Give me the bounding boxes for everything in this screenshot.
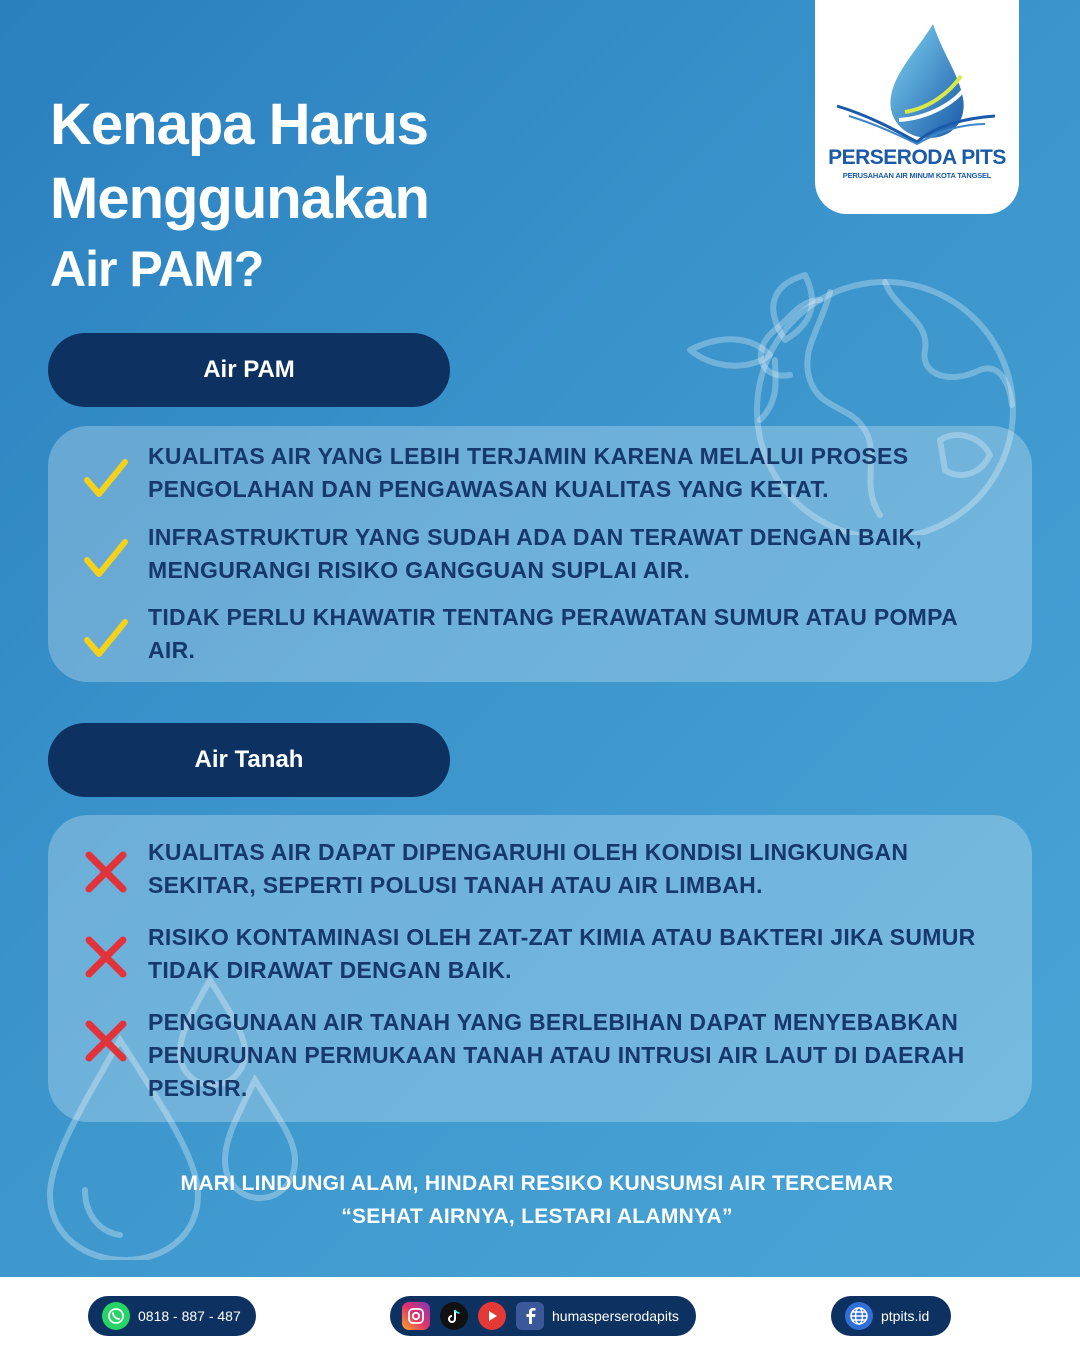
website-contact[interactable]: [831, 1296, 951, 1336]
phone-number: 0818 - 887 - 487: [138, 1308, 241, 1324]
tiktok-icon[interactable]: [440, 1302, 468, 1330]
social-handle: humasperserodapits: [552, 1308, 679, 1324]
facebook-icon[interactable]: [516, 1302, 544, 1330]
phone-contact[interactable]: [88, 1296, 256, 1336]
title-line-2: Menggunakan: [50, 166, 429, 231]
logo-subtitle: PERUSAHAAN AIR MINUM KOTA TANGSEL: [842, 171, 992, 180]
footer-message: MARI LINDUNGI ALAM, HINDARI RESIKO KUNSUMSI AIR TERCEMAR: [180, 1172, 894, 1195]
pam-point-3: TIDAK PERLU KHAWATIR TENTANG PERAWATAN SUMUR ATAU POMPA AIR.: [148, 604, 958, 663]
youtube-icon[interactable]: [478, 1302, 506, 1330]
whatsapp-icon: [102, 1302, 130, 1330]
website-url: ptpits.id: [881, 1308, 930, 1324]
page-title: [50, 88, 429, 302]
check-icon: [83, 536, 129, 582]
water-drop-logo-icon: [835, 20, 999, 146]
tanah-point-2: RISIKO KONTAMINASI OLEH ZAT-ZAT KIMIA ATAU BAKTERI JIKA SUMUR TIDAK DIRAWAT DENGAN BAIK.: [148, 924, 976, 983]
section-header-air-pam: Air PAM: [48, 333, 450, 407]
check-icon: [83, 456, 129, 502]
footer-tagline: “SEHAT AIRNYA, LESTARI ALAMNYA”: [341, 1205, 733, 1228]
air-pam-panel: [48, 426, 1032, 682]
pam-point-1: KUALITAS AIR YANG LEBIH TERJAMIN KARENA MELALUI PROSES PENGOLAHAN DAN PENGAWASAN KUALITAS YANG KETAT.: [148, 443, 909, 502]
check-icon: [83, 616, 129, 662]
air-tanah-panel: [48, 815, 1032, 1122]
pam-point-2: INFRASTRUKTUR YANG SUDAH ADA DAN TERAWAT DENGAN BAIK, MENGURANGI RISIKO GANGGUAN SUPLAI AIR.: [148, 524, 923, 583]
logo-card: [815, 0, 1019, 214]
instagram-icon[interactable]: [402, 1302, 430, 1330]
cross-icon: [83, 1018, 129, 1064]
cross-icon: [83, 849, 129, 895]
title-line-1: Kenapa Harus: [50, 92, 429, 157]
social-contact[interactable]: [390, 1296, 696, 1336]
logo-name: PERSERODA PITS: [828, 146, 1006, 169]
section-header-air-tanah: Air Tanah: [48, 723, 450, 797]
globe-icon: [845, 1302, 873, 1330]
cross-icon: [83, 934, 129, 980]
title-line-3: Air PAM?: [50, 241, 264, 297]
tanah-point-3: PENGGUNAAN AIR TANAH YANG BERLEBIHAN DAPAT MENYEBABKAN PENURUNAN PERMUKAAN TANAH ATAU INTRUSI AIR LAUT DI DAERAH PESISIR.: [148, 1009, 965, 1101]
tanah-point-1: KUALITAS AIR DAPAT DIPENGARUHI OLEH KONDISI LINGKUNGAN SEKITAR, SEPERTI POLUSI TANAH ATAU AIR LIMBAH.: [148, 839, 909, 898]
